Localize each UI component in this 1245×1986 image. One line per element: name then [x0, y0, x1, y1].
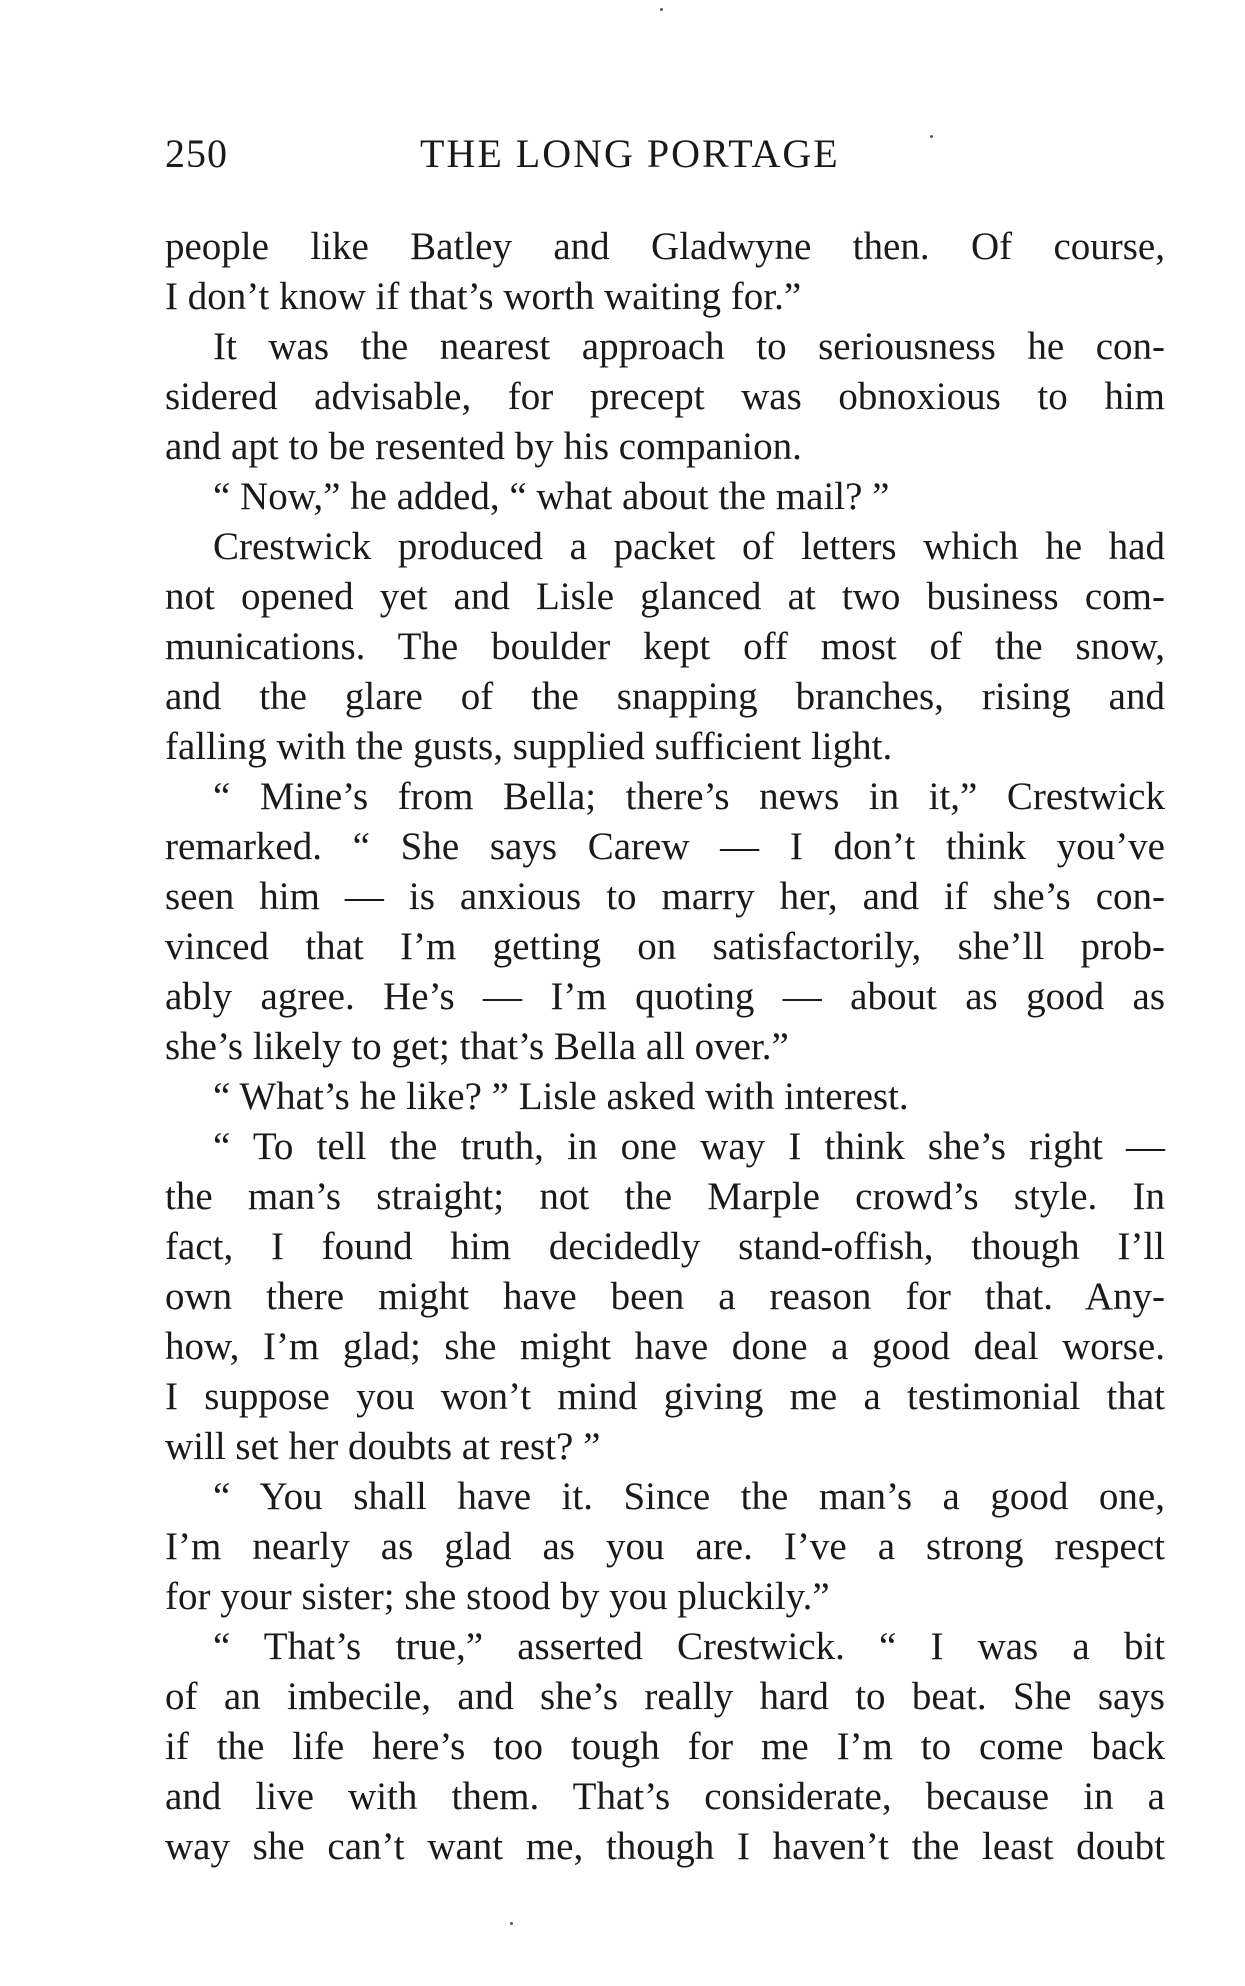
page-header	[165, 130, 930, 190]
text-line: if the life here’s too tough for me I’m to come back	[165, 1725, 1165, 1768]
text-line: “ Mine’s from Bella; there’s news in it,” Crestwick	[213, 775, 1165, 818]
text-line: and the glare of the snapping branches, rising and	[165, 675, 1165, 718]
body-text	[165, 222, 1165, 1872]
text-line: “ What’s he like? ” Lisle asked with interest.	[213, 1075, 909, 1118]
text-line: “ To tell the truth, in one way I think she’s right —	[213, 1125, 1165, 1168]
text-line: ably agree. He’s — I’m quoting — about as good as	[165, 975, 1165, 1018]
text-line: own there might have been a reason for that. Any-	[165, 1275, 1165, 1318]
text-line: way she can’t want me, though I haven’t the least doubt	[165, 1825, 1165, 1868]
text-line: of an imbecile, and she’s really hard to beat. She says	[165, 1675, 1165, 1718]
paper-speck	[930, 135, 933, 138]
page-number: 250	[165, 131, 228, 176]
text-line: falling with the gusts, supplied sufficient light.	[165, 725, 893, 768]
text-line: the man’s straight; not the Marple crowd’s style. In	[165, 1175, 1165, 1218]
running-head: THE LONG PORTAGE	[420, 131, 840, 176]
text-line: seen him — is anxious to marry her, and if she’s con-	[165, 875, 1165, 918]
text-line: “ Now,” he added, “ what about the mail? ”	[213, 475, 890, 518]
text-line: I’m nearly as glad as you are. I’ve a strong respect	[165, 1525, 1165, 1568]
text-line: Crestwick produced a packet of letters which he had	[213, 525, 1165, 568]
paper-speck	[510, 1922, 513, 1925]
text-line: people like Batley and Gladwyne then. Of course,	[165, 225, 1165, 268]
text-line: sidered advisable, for precept was obnoxious to him	[165, 375, 1165, 418]
text-line: how, I’m glad; she might have done a good deal worse.	[165, 1325, 1165, 1368]
text-line: “ That’s true,” asserted Crestwick. “ I was a bit	[213, 1625, 1165, 1668]
text-line: and apt to be resented by his companion.	[165, 425, 802, 468]
text-line: for your sister; she stood by you pluckily.”	[165, 1575, 830, 1618]
text-line: munications. The boulder kept off most of the snow,	[165, 625, 1165, 668]
text-line: remarked. “ She says Carew — I don’t think you’ve	[165, 825, 1165, 868]
text-line: fact, I found him decidedly stand-offish, though I’ll	[165, 1225, 1165, 1268]
paper-speck	[660, 8, 663, 11]
text-line: she’s likely to get; that’s Bella all over.”	[165, 1025, 789, 1068]
text-line: “ You shall have it. Since the man’s a good one,	[213, 1475, 1165, 1518]
text-line: and live with them. That’s considerate, because in a	[165, 1775, 1165, 1818]
text-line: I suppose you won’t mind giving me a testimonial that	[165, 1375, 1165, 1418]
text-line: will set her doubts at rest? ”	[165, 1425, 601, 1468]
text-line: It was the nearest approach to seriousness he con-	[213, 325, 1165, 368]
text-line: I don’t know if that’s worth waiting for.”	[165, 275, 802, 318]
text-line: not opened yet and Lisle glanced at two business com-	[165, 575, 1165, 618]
text-line: vinced that I’m getting on satisfactorily, she’ll prob-	[165, 925, 1165, 968]
